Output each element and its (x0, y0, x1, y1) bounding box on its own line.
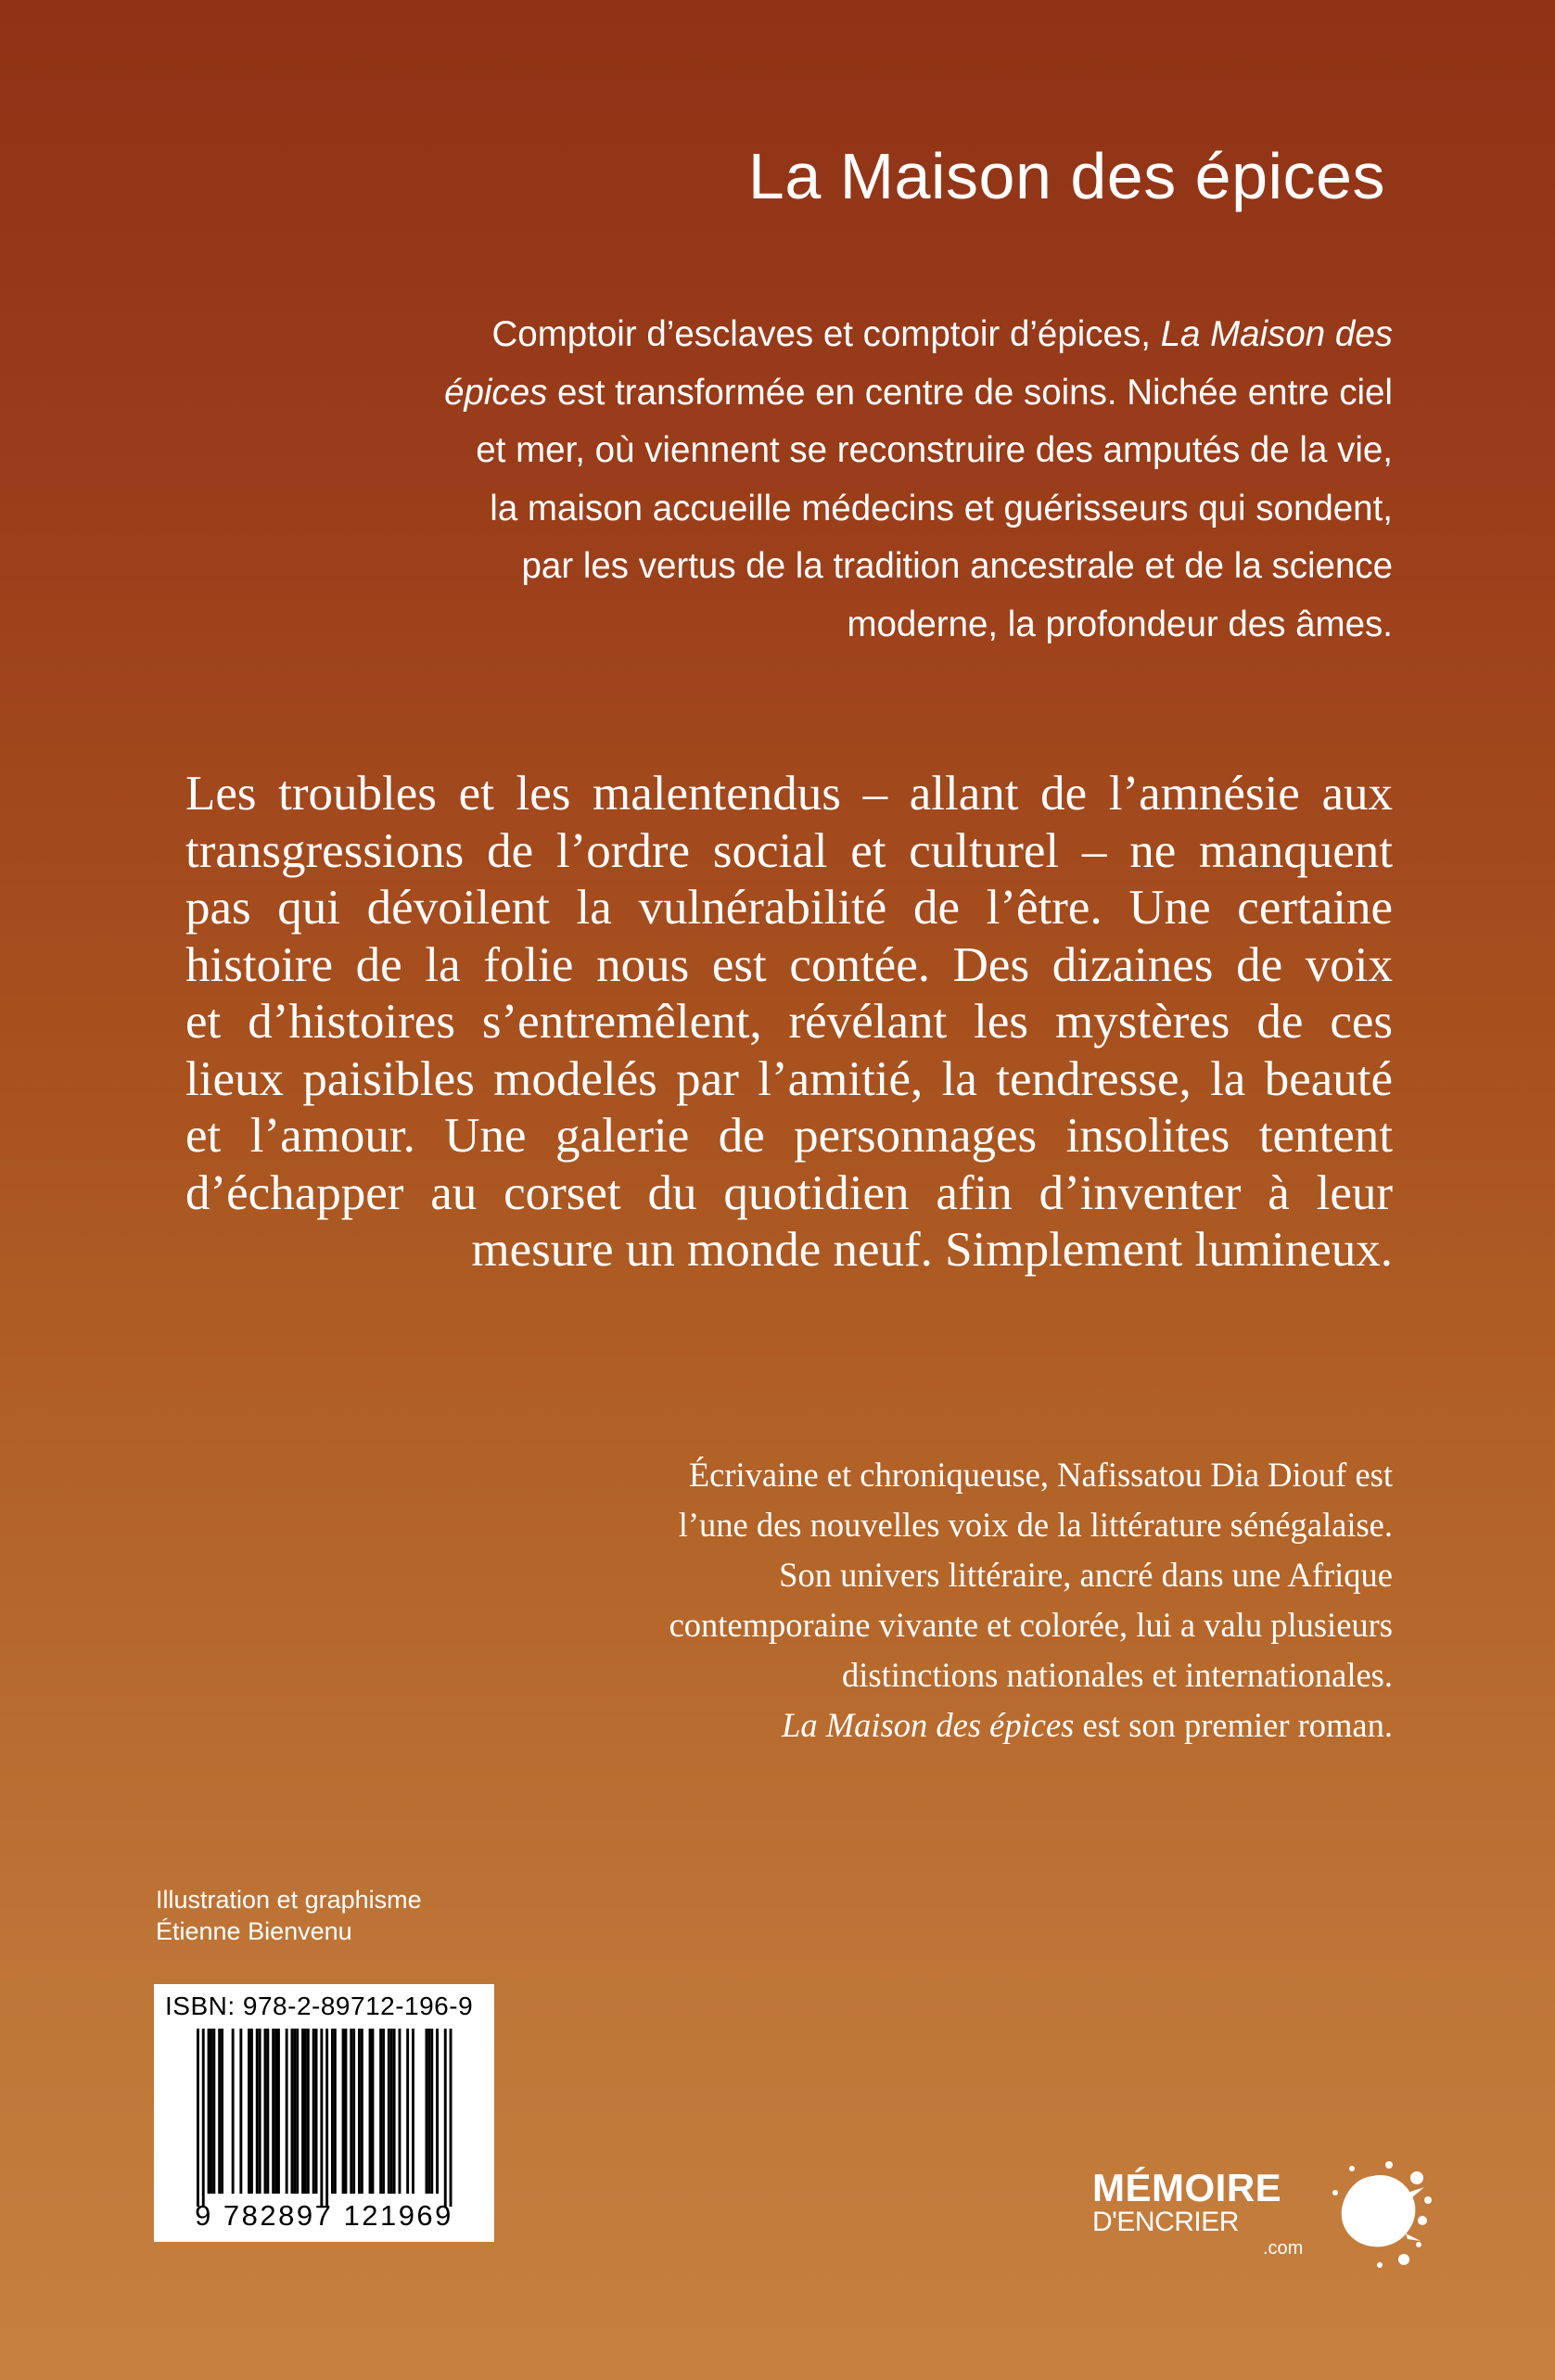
text-line (491, 314, 1393, 354)
barcode-bar (379, 2029, 382, 2194)
barcode-bar (301, 2029, 304, 2194)
synopsis-intro (159, 306, 1393, 654)
text-run: est son premier roman. (1074, 1706, 1393, 1744)
text-line (476, 430, 1393, 470)
barcode-bar (390, 2029, 393, 2194)
text-line (669, 1606, 1393, 1644)
text-line: pas qui dévoilent la vulnérabilité de l’être. Une certaine (185, 881, 1393, 935)
barcode-bar (312, 2029, 315, 2194)
text-run: la maison accueille médecins et guérisseurs qui sondent, (490, 488, 1393, 528)
logo-subtitle: D'ENCRIER (1092, 2207, 1239, 2237)
text-run: et mer, où viennent se reconstruire des amputés de la vie, (476, 430, 1393, 470)
italic-text: La Maison des (1160, 314, 1393, 354)
barcode-bar (450, 2029, 452, 2207)
barcode-bar (406, 2029, 409, 2194)
italic-text: épices (444, 372, 548, 413)
barcode-bar (291, 2029, 294, 2194)
barcode-bar (352, 2029, 355, 2194)
barcode-bar (430, 2029, 433, 2194)
barcode-bar (331, 2029, 334, 2194)
barcode-bar (266, 2029, 269, 2194)
text-run: l’une des nouvelles voix de la littérature sénégalaise. (678, 1506, 1393, 1544)
text-run: Comptoir d’esclaves et comptoir d’épices, (491, 314, 1161, 354)
text-line (847, 605, 1393, 644)
barcode-bar (307, 2029, 310, 2194)
text-run: par les vertus de la tradition ancestrale et de la science (521, 546, 1393, 586)
italic-text: La Maison des épices (782, 1706, 1075, 1744)
text-line (490, 489, 1393, 528)
barcode-bar (436, 2029, 439, 2194)
text-line: et l’amour. Une galerie de personnages insolites tentent (185, 1109, 1393, 1163)
text-run: moderne, la profondeur des âmes. (847, 604, 1393, 644)
barcode-bar (444, 2029, 447, 2207)
barcode-bar (427, 2029, 430, 2194)
ink-splash-icon (1315, 2156, 1435, 2276)
barcode-bar (264, 2029, 267, 2194)
barcode-bar (202, 2029, 205, 2207)
barcode-bar (350, 2029, 352, 2194)
barcode-bar (232, 2029, 235, 2194)
barcode-bar (393, 2029, 396, 2194)
barcode-bar (412, 2029, 414, 2194)
text-line (782, 1706, 1393, 1744)
text-run: contemporaine vivante et colorée, lui a valu plusieurs (669, 1606, 1393, 1644)
barcode-bar (210, 2029, 213, 2194)
logo-wordmark: MÉMOIRE (1092, 2166, 1282, 2209)
text-line (689, 1456, 1393, 1494)
barcode-bar (358, 2029, 361, 2194)
barcode-bar (345, 2029, 348, 2194)
text-line (522, 546, 1394, 586)
illustration-credit (156, 1884, 422, 1947)
barcode-bar (325, 2029, 328, 2207)
barcode-bar (221, 2029, 223, 2194)
barcode-bar (315, 2029, 318, 2194)
barcode-bar (399, 2029, 401, 2194)
barcode-bar (239, 2029, 242, 2194)
barcode-bar (256, 2029, 259, 2194)
barcode-bar (426, 2029, 428, 2194)
credit-role: Illustration et graphisme (156, 1886, 422, 1914)
text-run: Son univers littéraire, ancré dans une Afrique (779, 1556, 1393, 1594)
credit-name: Étienne Bienvenu (156, 1917, 352, 1945)
publisher-logo (1085, 2156, 1437, 2276)
logo-domain: .com (1263, 2238, 1304, 2259)
barcode-bar (388, 2029, 390, 2194)
text-line: Les troubles et les malentendus – allant de l’amnésie aux (185, 767, 1393, 821)
author-bio (373, 1450, 1393, 1750)
barcode-bar (304, 2029, 307, 2194)
text-run: est transformée en centre de soins. Nichée entre ciel (547, 372, 1393, 413)
barcode-bar (277, 2029, 280, 2194)
barcode-bar (259, 2029, 261, 2194)
text-run: distinctions nationales et internationales. (842, 1656, 1393, 1694)
barcode-bar (342, 2029, 345, 2194)
barcode-bar (320, 2029, 323, 2207)
barcode-bar (208, 2029, 210, 2194)
text-line (679, 1506, 1393, 1544)
barcode-bar (274, 2029, 277, 2194)
barcode-bar (382, 2029, 385, 2194)
barcode-bar (372, 2029, 375, 2194)
text-line (842, 1656, 1393, 1694)
barcode-bar (212, 2029, 215, 2194)
barcode-bar (197, 2029, 199, 2207)
text-line: et d’histoires s’entremêlent, révélant les mystères de ces (185, 995, 1393, 1049)
barcode-bar (250, 2029, 253, 2194)
barcode-bar (369, 2029, 372, 2194)
text-line (779, 1556, 1393, 1594)
barcode-digits: 9 782897 121969 (195, 2199, 453, 2232)
barcode-bar (218, 2029, 221, 2194)
barcode-bar (296, 2029, 299, 2194)
isbn-barcode (154, 1984, 494, 2242)
book-title: La Maison des épices (747, 140, 1385, 212)
barcode-bar (248, 2029, 250, 2194)
text-line (444, 373, 1393, 413)
barcode-bar (334, 2029, 337, 2194)
text-line: transgressions de l’ordre social et culturel – ne manquent (185, 823, 1393, 878)
barcode-bar (272, 2029, 274, 2194)
barcode-bar (361, 2029, 363, 2194)
barcode-bar (286, 2029, 288, 2194)
text-line: lieux paisibles modelés par l’amitié, la tendresse, la beauté (185, 1051, 1393, 1106)
text-line: d’échapper au corset du quotidien afin d’inventer à leur (185, 1165, 1393, 1220)
text-line: histoire de la folie nous est contée. Des dizaines de voix (185, 937, 1393, 992)
text-run: Écrivaine et chroniqueuse, Nafissatou Dia Diouf est (688, 1456, 1393, 1494)
barcode-bar (293, 2029, 296, 2194)
synopsis-main (185, 766, 1393, 1279)
isbn-label: ISBN: 978-2-89712-196-9 (165, 1992, 474, 2020)
text-line: mesure un monde neuf. Simplement lumineux. (471, 1223, 1393, 1277)
